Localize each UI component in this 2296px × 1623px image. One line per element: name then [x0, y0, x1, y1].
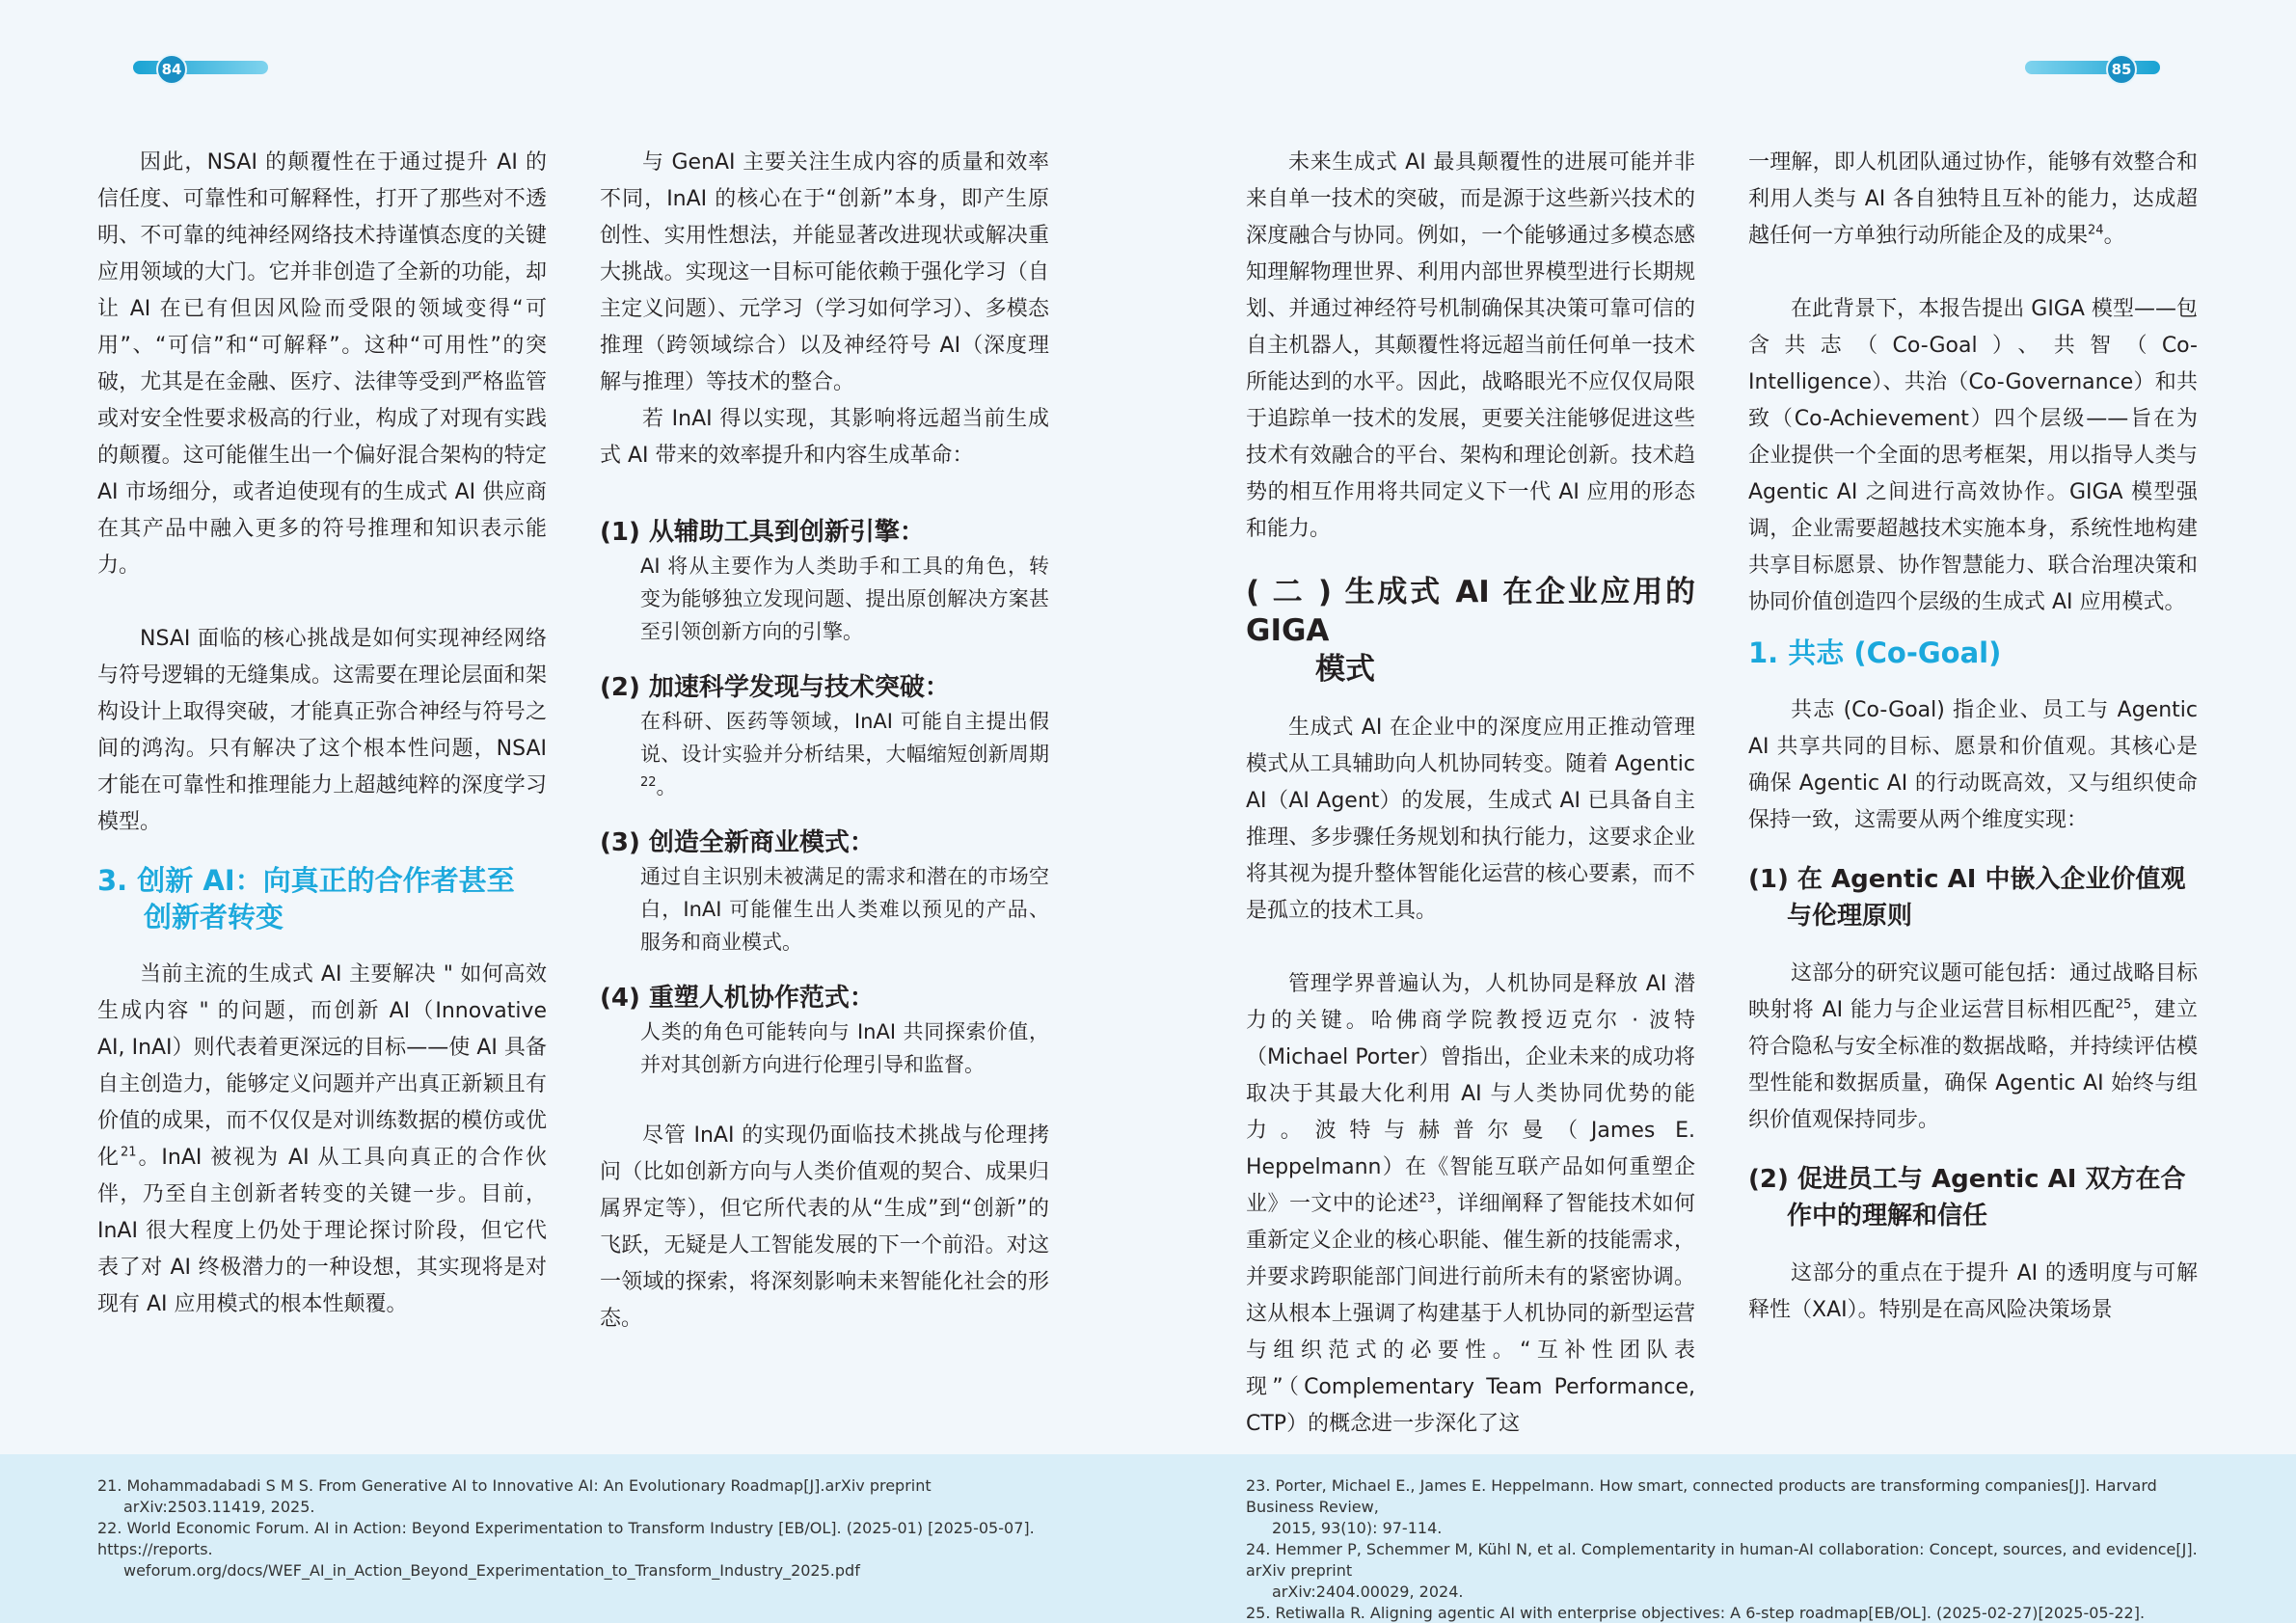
footnote-ref: 23 — [1418, 1191, 1436, 1206]
paragraph: 共志 (Co-Goal) 指企业、员工与 Agentic AI 共享共同的目标、愿景和价值观。其核心是确保 Agentic AI 的行动既高效，又与组织使命保持一致，这需要从两个维度实现： — [1748, 698, 2198, 832]
paragraph: 这部分的重点在于提升 AI 的透明度与可解释性（XAI）。特别是在高风险决策场景 — [1748, 1261, 2198, 1322]
list-item-heading: (4) 重塑人机协作范式： — [600, 984, 875, 1013]
list-item-body: 人类的角色可能转向与 InAI 共同探索价值，并对其创新方向进行伦理引导和监督。 — [640, 1020, 1049, 1076]
footnotes-left — [97, 1475, 1042, 1582]
list-item-body: AI 将从主要作为人类助手和工具的角色，转变为能够独立发现问题、提出原创解决方案甚至引领创新方向的引擎。 — [640, 555, 1049, 643]
list-item-heading: (2) 加速科学发现与技术突破： — [600, 673, 950, 702]
column-3 — [1246, 145, 1695, 1443]
subsection-heading-line2: 作中的理解和信任 — [1787, 1202, 1988, 1231]
list-item-heading: (1) 从辅助工具到创新引擎： — [600, 518, 925, 547]
footnote-ref: 25 — [2115, 997, 2132, 1013]
footnote-ref: 24 — [2088, 223, 2104, 238]
subsection-heading — [1748, 861, 2198, 934]
page-number-badge-left — [133, 54, 268, 81]
paragraph: 因此，NSAI 的颠覆性在于通过提升 AI 的信任度、可靠性和可解释性，打开了那些对不透明、不可靠的纯神经网络技术持谨慎态度的关键应用领域的大门。它并非创造了全新的功能，却让 AI 在已有但因风险而受限的领域变得“可用”、“可信”和“可解释”。这种“可用性”的突破，尤其是在金融、医疗、法律等受到严格监管或对安全性要求极高的行业，构成了对现有实践的颠覆。这可能催生出一个偏好混合架构的特定 AI 市场细分，或者迫使现有的生成式 AI 供应商在其产品中融入更多的符号推理和知识表示能力。 — [97, 150, 547, 578]
column-1 — [97, 145, 547, 1323]
column-4 — [1748, 145, 2198, 1329]
paragraph: NSAI 面临的核心挑战是如何实现神经网络与符号逻辑的无缝集成。这需要在理论层面和架构设计上取得突破，才能真正弥合神经与符号之间的鸿沟。只有解决了这个根本性问题，NSAI 才能在可靠性和推理能力上超越纯粹的深度学习模型。 — [97, 627, 547, 834]
column-2 — [600, 145, 1049, 1338]
list-item-body: 通过自主识别未被满足的需求和潜在的市场空白，InAI 可能催生出人类难以预见的产品、服务和商业模式。 — [640, 865, 1049, 954]
footnote-22: 22. World Economic Forum. AI in Action: Beyond Experimentation to Transform Industry [EB/OL]. (2025-01) [2025-05-07]. https://reports. weforum.org/docs/WEF_AI_in_Action_Beyond_Experimentation_to_Transform_Industry_2025.pdf — [97, 1519, 1035, 1580]
page-badge-bar — [2025, 61, 2160, 74]
subsection-heading-line1: (2) 促进员工与 Agentic AI 双方在合 — [1748, 1165, 2186, 1194]
footnotes-area — [0, 1454, 2296, 1623]
paragraph: 与 GenAI 主要关注生成内容的质量和效率不同，InAI 的核心在于“创新”本身，即产生原创性、实用性想法，并能显著改进现状或解决重大挑战。实现这一目标可能依赖于强化学习（自主定义问题）、元学习（学习如何学习）、多模态推理（跨领域综合）以及神经符号 AI（深度理解与推理）等技术的整合。 — [600, 150, 1049, 394]
section-heading-line1: ( 二 ) 生成式 AI 在企业应用的 GIGA — [1246, 575, 1695, 648]
page-number-right: 85 — [2106, 54, 2137, 85]
paragraph: 管理学界普遍认为，人机协同是释放 AI 潜力的关键。哈佛商学院教授迈克尔 · 波特（Michael Porter）曾指出，企业未来的成功将取决于其最大化利用 AI 与人类协同优势的能力。波特与赫普尔曼（James E. Heppelmann）在《智能互联产品如何重塑企业》一文中的论述$^{23}$，详细阐释了智能技术如何重新定义企业的核心职能、催生新的技能需求，并要求跨职能部门间进行前所未有的紧密协调。这从根本上强调了构建基于人机协同的新型运营与组织范式的必要性。“互补性团队表现”（Complementary Team Performance, CTP）的概念进一步深化了这 — [1246, 972, 1695, 1436]
paragraph: 当前主流的生成式 AI 主要解决 " 如何高效生成内容 " 的问题，而创新 AI（Innovative AI, InAI）则代表着更深远的目标——使 AI 具备自主创造力，能够定义问题并产出真正新颖且有价值的成果，而不仅仅是对训练数据的模仿或优化$^{21}$。InAI 被视为 AI 从工具向真正的合作伙伴，乃至自主创新者转变的关键一步。目前，InAI 很大程度上仍处于理论探讨阶段，但它代表了对 AI 终极潜力的一种设想，其实现将是对现有 AI 应用模式的根本性颠覆。 — [97, 962, 547, 1316]
paragraph: 一理解，即人机团队通过协作，能够有效整合和利用人类与 AI 各自独特且互补的能力，达成超越任何一方单独行动所能企及的成果$^{24}$。 — [1748, 150, 2198, 248]
paragraph: 这部分的研究议题可能包括：通过战略目标映射将 AI 能力与企业运营目标相匹配$^{25}$，建立符合隐私与安全标准的数据战略，并持续评估模型性能和数据质量，确保 Agentic AI 始终与组织价值观保持同步。 — [1748, 961, 2198, 1132]
section-heading-line2: 模式 — [1315, 652, 1375, 687]
subsection-heading — [1748, 1161, 2198, 1234]
section-heading-line1: 3. 创新 AI：向真正的合作者甚至 — [97, 864, 515, 897]
footnote-23: 23. Porter, Michael E., James E. Heppelmann. How smart, connected products are transforming companies[J]. Harvard Business Review, 2015, 93(10): 97-114. — [1246, 1476, 2157, 1537]
subsection-heading-line2: 与伦理原则 — [1787, 902, 1913, 931]
paragraph: 若 InAI 得以实现，其影响将远超当前生成式 AI 带来的效率提升和内容生成革命： — [600, 407, 1049, 468]
footnote-ref: 21 — [120, 1145, 137, 1160]
footnote-21: 21. Mohammadabadi S M S. From Generative AI to Innovative AI: An Evolutionary Roadmap[J].arXiv preprint arXiv:2503.11419, 2025. — [97, 1476, 932, 1516]
paragraph: 在此背景下，本报告提出 GIGA 模型——包含共志（Co-Goal）、共智（Co-Intelligence）、共治（Co-Governance）和共致（Co-Achievement）四个层级——旨在为企业提供一个全面的思考框架，用以指导人类与 Agentic AI 之间进行高效协作。GIGA 模型强调，企业需要超越技术实施本身，系统性地构建共享目标愿景、协作智慧能力、联合治理决策和协同价值创造四个层级的生成式 AI 应用模式。 — [1748, 297, 2198, 614]
paragraph: 尽管 InAI 的实现仍面临技术挑战与伦理拷问（比如创新方向与人类价值观的契合、成果归属界定等），但它所代表的从“生成”到“创新”的飞跃，无疑是人工智能发展的下一个前沿。对这一领域的探索，将深刻影响未来智能化社会的形态。 — [600, 1123, 1049, 1331]
footnote-25: 25. Retiwalla R. Aligning agentic AI with enterprise objectives: A 6-step roadmap[EB/OL]. (2025-02-27)[2025-05-22]. — [1246, 1604, 2146, 1622]
page-badge-bar — [133, 61, 268, 74]
paragraph: 生成式 AI 在企业中的深度应用正推动管理模式从工具辅助向人机协同转变。随着 Agentic AI（AI Agent）的发展，生成式 AI 已具备自主推理、多步骤任务规划和执行能力，这要求企业将其视为提升整体智能化运营的核心要素，而不是孤立的技术工具。 — [1246, 716, 1695, 923]
section-heading-line2: 创新者转变 — [144, 901, 284, 933]
list-item-body: 在科研、医药等领域，InAI 可能自主提出假说、设计实验并分析结果，大幅缩短创新周期$^{22}$。 — [640, 710, 1049, 798]
paragraph: 未来生成式 AI 最具颠覆性的进展可能并非来自单一技术的突破，而是源于这些新兴技术的深度融合与协同。例如，一个能够通过多模态感知理解物理世界、利用内部世界模型进行长期规划、并通过神经符号机制确保其决策可靠可信的自主机器人，其颠覆性将远超当前任何单一技术所能达到的水平。因此，战略眼光不应仅仅局限于追踪单一技术的发展，更要关注能够促进这些技术有效融合的平台、架构和理论创新。技术趋势的相互作用将共同定义下一代 AI 应用的形态和能力。 — [1246, 150, 1695, 541]
page-number-badge-right — [2025, 54, 2160, 81]
list-item-heading: (3) 创造全新商业模式： — [600, 828, 875, 857]
section-heading-co-goal: 1. 共志 (Co-Goal) — [1748, 636, 2002, 669]
section-heading-innovative-ai — [97, 862, 547, 935]
footnotes-right — [1246, 1475, 2210, 1623]
footnote-ref: 22 — [640, 775, 657, 790]
page-number-left: 84 — [156, 54, 187, 85]
footnote-24: 24. Hemmer P, Schemmer M, Kühl N, et al. Complementarity in human-AI collaboration: Concept, sources, and evidence[J]. arXiv preprint arXiv:2404.00029, 2024. — [1246, 1540, 2198, 1601]
subsection-heading-line1: (1) 在 Agentic AI 中嵌入企业价值观 — [1748, 865, 2186, 894]
section-heading-giga-model — [1246, 573, 1695, 689]
